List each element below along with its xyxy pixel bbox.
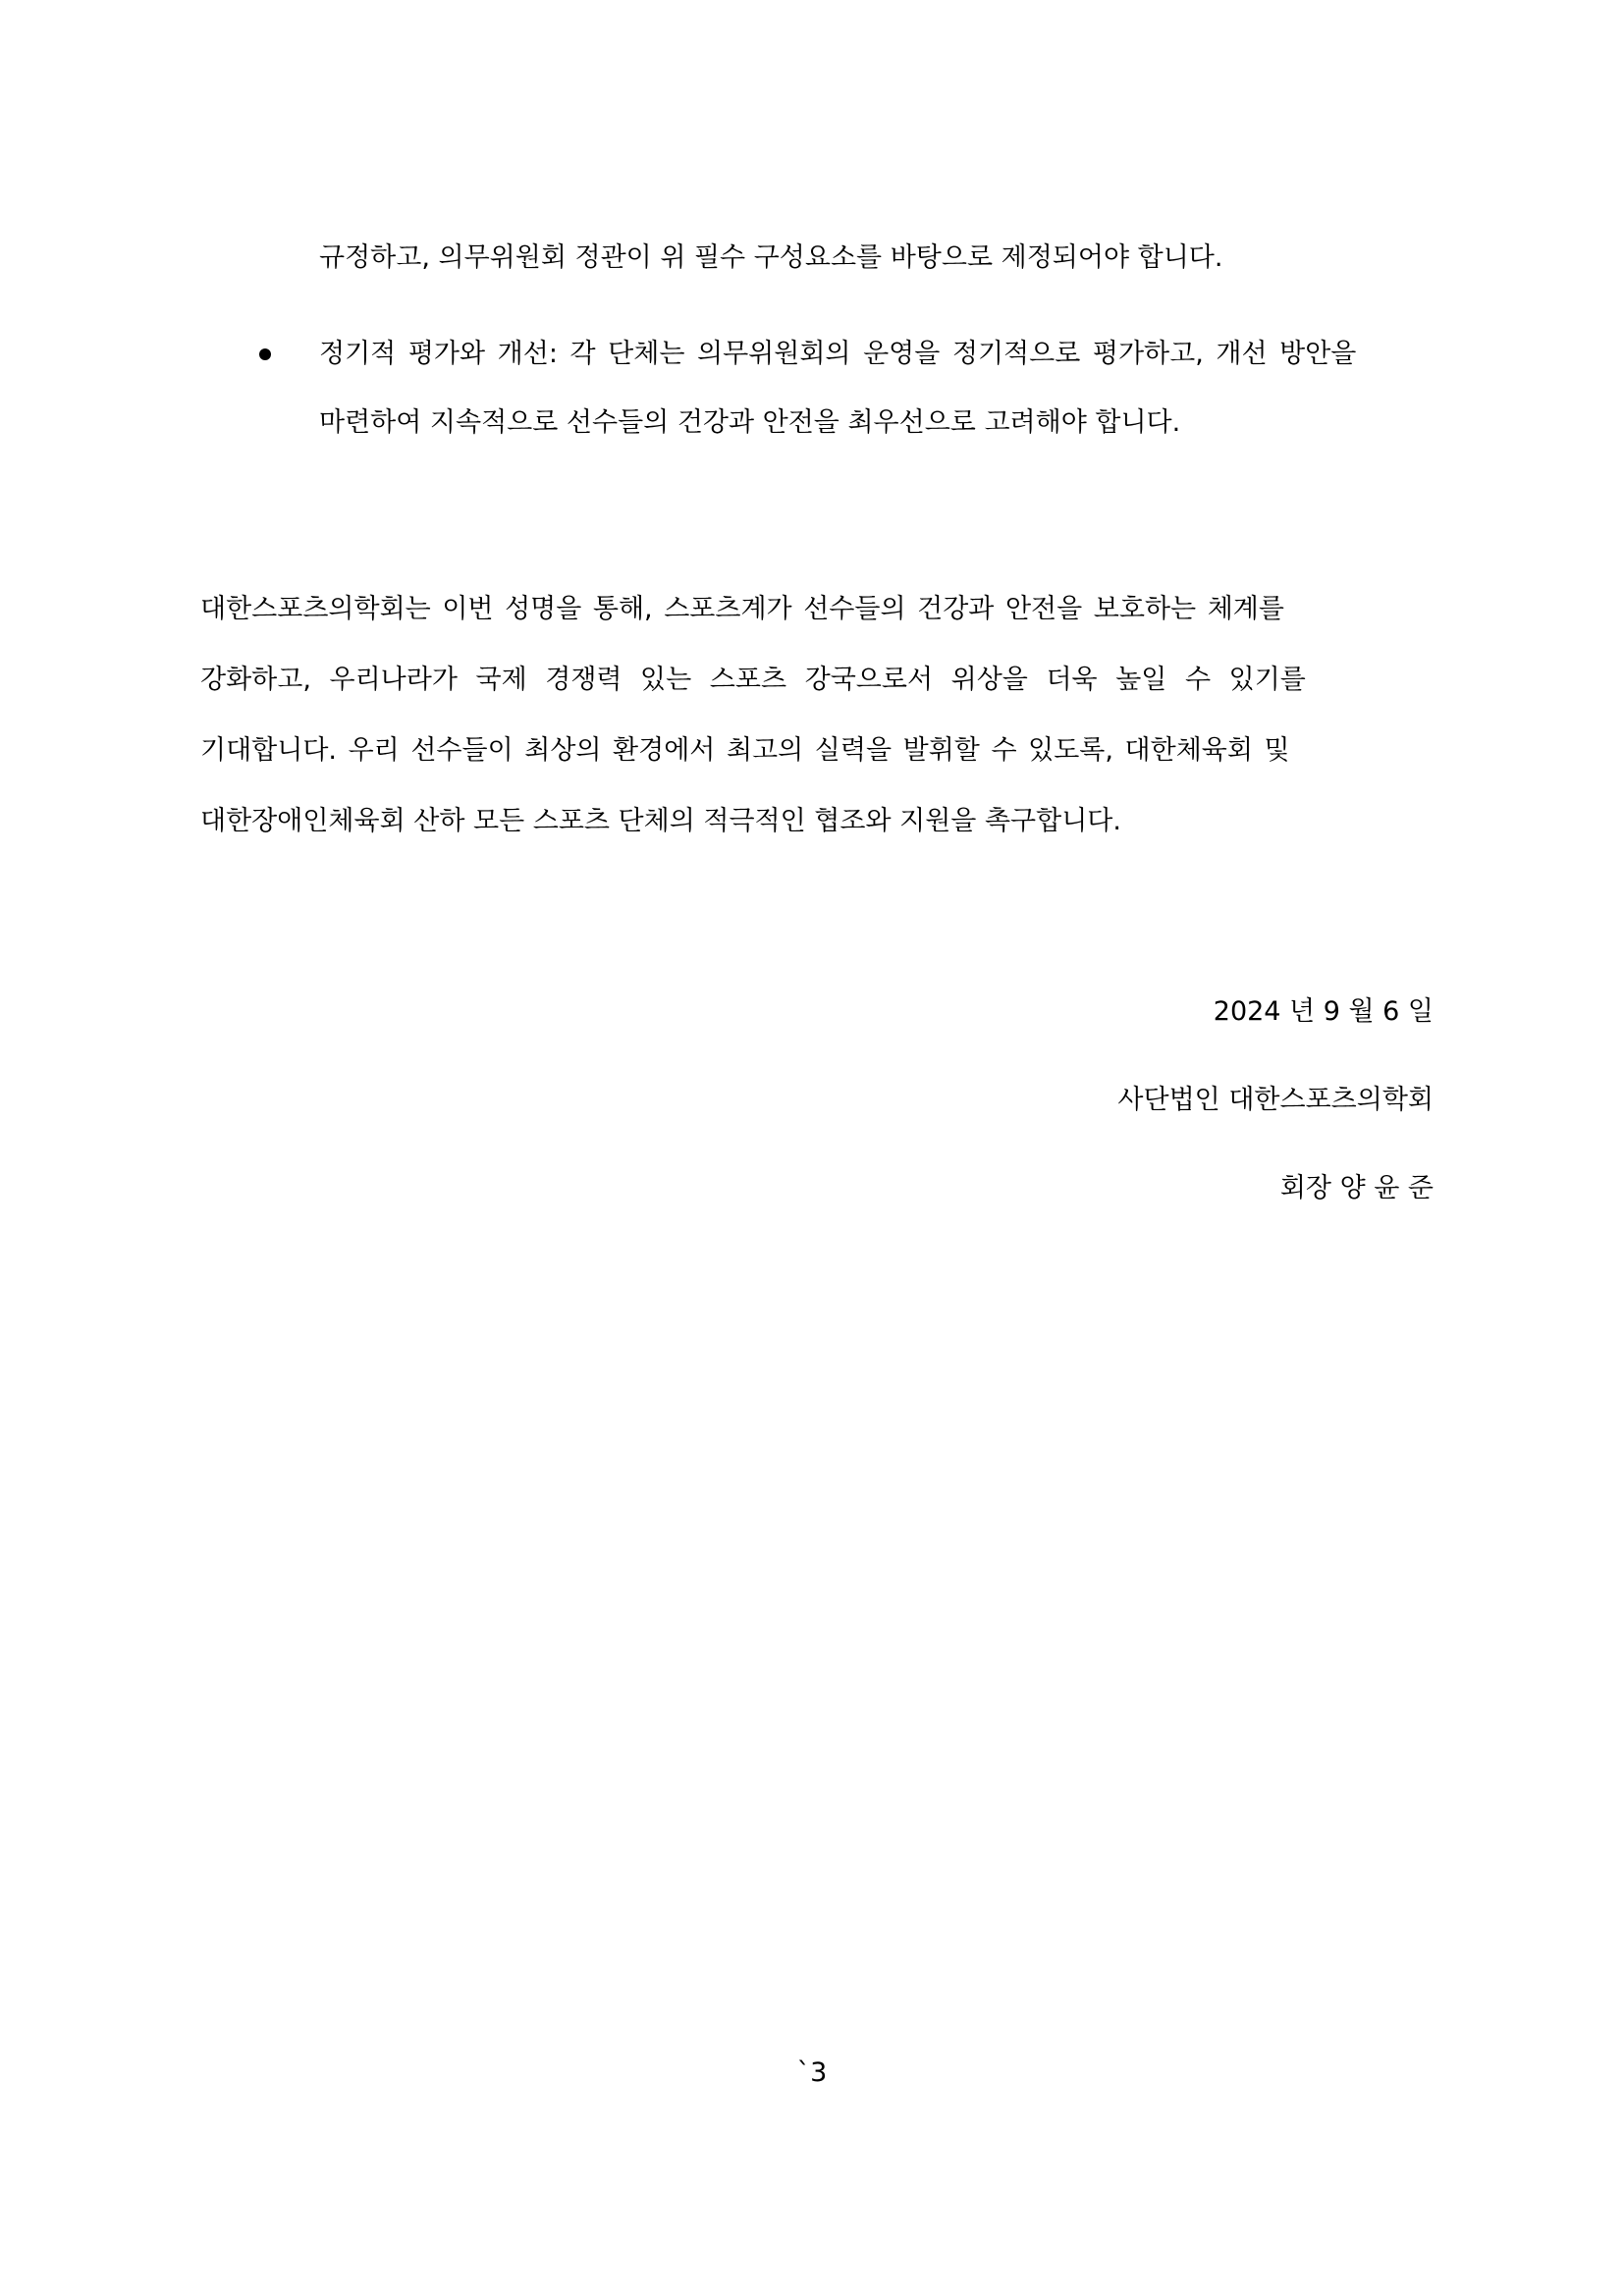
signature-date: 2024 년 9 월 6 일 xyxy=(1213,996,1434,1027)
closing-paragraph-line-1: 대한스포츠의학회는 이번 성명을 통해, 스포츠계가 선수들의 건강과 안전을 보호하는 체계를 xyxy=(200,594,1284,624)
closing-paragraph-line-4: 대한장애인체육회 산하 모든 스포츠 단체의 적극적인 협조와 지원을 촉구합니다. xyxy=(200,806,1121,836)
closing-paragraph-line-3: 기대합니다. 우리 선수들이 최상의 환경에서 최고의 실력을 발휘할 수 있도록, 대한체육회 및 xyxy=(200,735,1290,766)
closing-paragraph-line-2: 강화하고, 우리나라가 국제 경쟁력 있는 스포츠 강국으로서 위상을 더욱 높일 수 있기를 xyxy=(200,665,1306,695)
bullet-point-icon xyxy=(259,348,271,360)
signature-president: 회장 양 윤 준 xyxy=(1279,1173,1434,1203)
bullet-item-line-2: 마련하여 지속적으로 선수들의 건강과 안전을 최우선으로 고려해야 합니다. xyxy=(319,407,1181,438)
signature-organization: 사단법인 대한스포츠의학회 xyxy=(1117,1085,1434,1115)
bullet-continuation-text: 규정하고, 의무위원회 정관이 위 필수 구성요소를 바탕으로 제정되어야 합니다. xyxy=(319,242,1223,273)
bullet-item-line-1: 정기적 평가와 개선: 각 단체는 의무위원회의 운영을 정기적으로 평가하고, 개선 방안을 xyxy=(319,339,1357,369)
page-number: `3 xyxy=(796,2057,828,2088)
